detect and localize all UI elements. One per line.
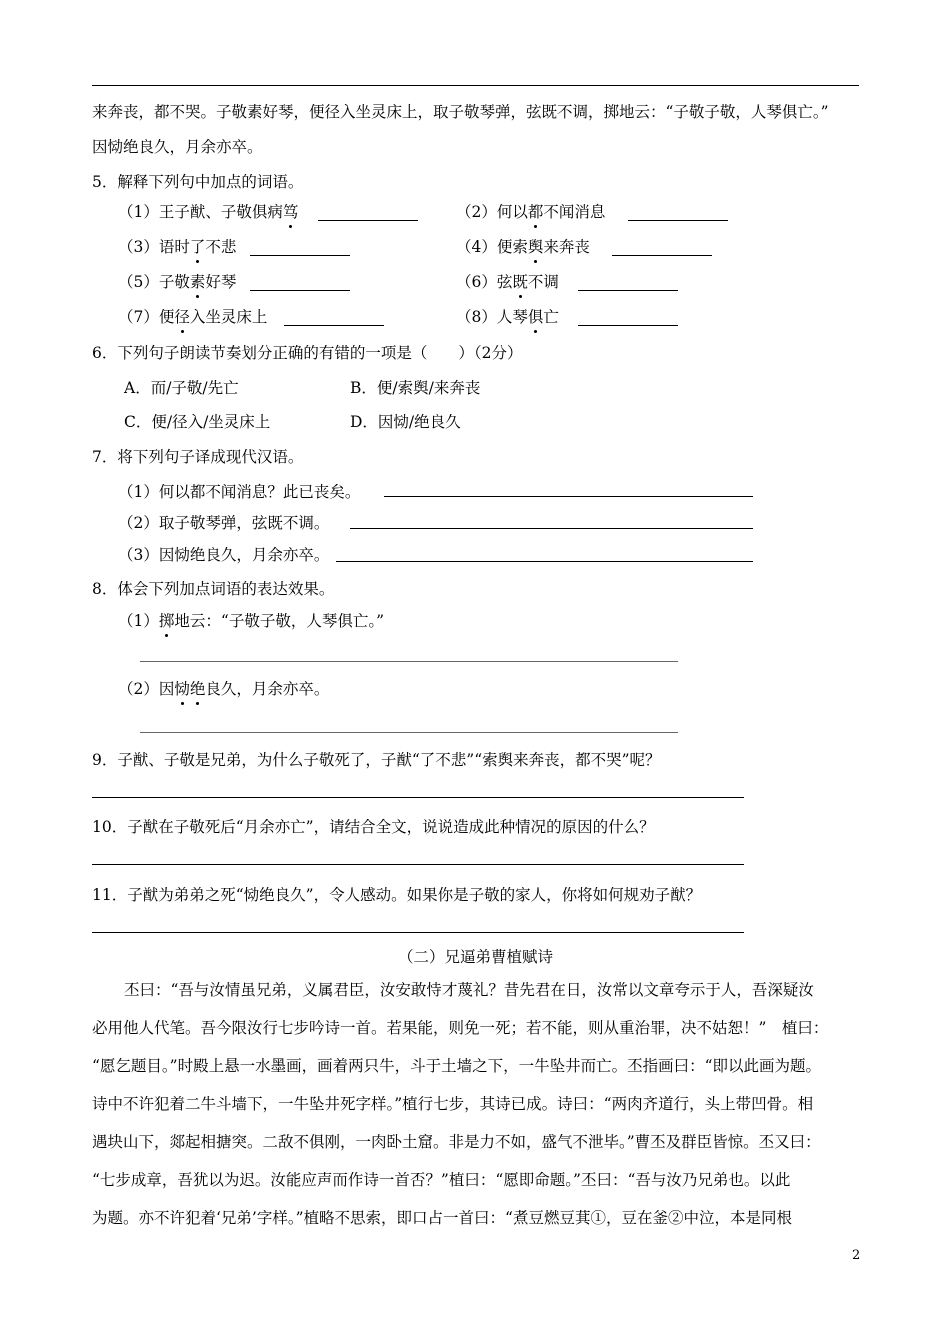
q5-answer-4[interactable] [612, 255, 712, 256]
q10-stem: 10．子猷在子敬死后“月余亦亡”，请结合全文，说说造成此种情况的原因的什么？ [92, 818, 655, 836]
passage2-line-1: 丕曰：“吾与汝情虽兄弟，义属君臣，汝安敢恃才蔑礼？昔先君在日，汝常以文章夸示于人，吾深疑汝 [124, 981, 814, 999]
passage2-line-3: “愿乞题目。”时殿上悬一水墨画，画着两只牛，斗于土墙之下，一牛坠井而亡。丕指画曰：“即以此画为题。 [92, 1057, 822, 1075]
q5-item-8: （8）人琴俱亡 [456, 308, 559, 326]
q6-option-a[interactable]: A．而/子敬/先亡 [124, 379, 239, 397]
page-number: 2 [852, 1248, 861, 1263]
q8-item-2: （2）因恸绝良久，月余亦卒。 [118, 680, 330, 698]
passage1-line-1: 来奔丧，都不哭。子敬素好琴，便径入坐灵床上，取子敬琴弹，弦既不调，掷地云：“子敬子敬，人琴俱亡。” [92, 103, 829, 121]
passage2-line-6: “七步成章，吾犹以为迟。汝能应声而作诗一首否？”植曰：“愿即命题。”丕曰：“吾与汝乃兄弟也。以此 [92, 1171, 791, 1189]
q5-item-6: （6）弦既不调 [456, 273, 559, 291]
q7-item-2: （2）取子敬琴弹，弦既不调。 [118, 514, 330, 532]
passage2-line-7: 为题。亦不许犯着‘兄弟’字样。”植略不思索，即口占一首曰：“煮豆燃豆萁①，豆在釜②中泣，本是同根 [92, 1209, 792, 1227]
q8-answer-1[interactable] [140, 661, 678, 662]
header-rule [92, 85, 859, 86]
q6-option-c[interactable]: C．便/径入/坐灵床上 [124, 413, 271, 431]
q5-item-3: （3）语时了不悲 [118, 238, 237, 256]
q7-answer-2[interactable] [350, 528, 753, 529]
q8-item-1: （1）掷地云：“子敬子敬，人琴俱亡。” [118, 612, 384, 630]
q7-answer-1[interactable] [384, 496, 753, 497]
q11-answer[interactable] [92, 932, 744, 933]
q5-answer-2[interactable] [628, 220, 728, 221]
q5-answer-7[interactable] [284, 325, 384, 326]
q5-item-5: （5）子敬素好琴 [118, 273, 237, 291]
q9-stem: 9．子猷、子敬是兄弟，为什么子敬死了，子猷“了不悲”“索舆来奔丧，都不哭”呢？ [92, 751, 661, 769]
q5-answer-8[interactable] [578, 325, 678, 326]
passage2-line-2: 必用他人代笔。吾今限汝行七步吟诗一首。若果能，则免一死；若不能，则从重治罪，决不姑恕！” 植曰： [92, 1019, 829, 1037]
q7-answer-3[interactable] [336, 561, 753, 562]
q5-item-7: （7）便径入坐灵床上 [118, 308, 268, 326]
section2-title: （二）兄逼弟曹植赋诗 [398, 948, 554, 966]
q9-answer[interactable] [92, 797, 744, 798]
q7-item-1: （1）何以都不闻消息？此已丧矣。 [118, 483, 361, 501]
q5-answer-6[interactable] [578, 290, 678, 291]
q5-answer-3[interactable] [250, 255, 350, 256]
q7-stem: 7．将下列句子译成现代汉语。 [92, 448, 304, 466]
q7-item-3: （3）因恸绝良久，月余亦卒。 [118, 546, 330, 564]
q11-stem: 11．子猷为弟弟之死“恸绝良久”，令人感动。如果你是子敬的家人，你将如何规劝子猷？ [92, 886, 702, 904]
q10-answer[interactable] [92, 864, 744, 865]
q8-answer-2[interactable] [140, 732, 678, 733]
passage1-line-2: 因恸绝良久，月余亦卒。 [92, 138, 263, 156]
q6-option-d[interactable]: D．因恸/绝良久 [350, 413, 461, 431]
q6-option-b[interactable]: B．便/索舆/来奔丧 [350, 379, 481, 397]
passage2-line-4: 诗中不许犯着二牛斗墙下，一牛坠井死字样。”植行七步，其诗已成。诗曰：“两肉齐道行，头上带凹骨。相 [92, 1095, 814, 1113]
q5-item-4: （4）便索舆来奔丧 [456, 238, 590, 256]
q5-answer-5[interactable] [250, 290, 350, 291]
passage2-line-5: 遇块山下，郯起相搪突。二敌不俱刚，一肉卧土窟。非是力不如，盛气不泄毕。”曹丕及群臣皆惊。丕又曰： [92, 1133, 821, 1151]
q8-stem: 8．体会下列加点词语的表达效果。 [92, 580, 335, 598]
q5-answer-1[interactable] [318, 220, 418, 221]
q6-stem: 6．下列句子朗读节奏划分正确的有错的一项是（ ）（2分） [92, 344, 523, 362]
q5-item-2: （2）何以都不闻消息 [456, 203, 606, 221]
q5-item-1: （1）王子猷、子敬俱病笃 [118, 203, 299, 221]
q5-stem: 5．解释下列句中加点的词语。 [92, 173, 304, 191]
